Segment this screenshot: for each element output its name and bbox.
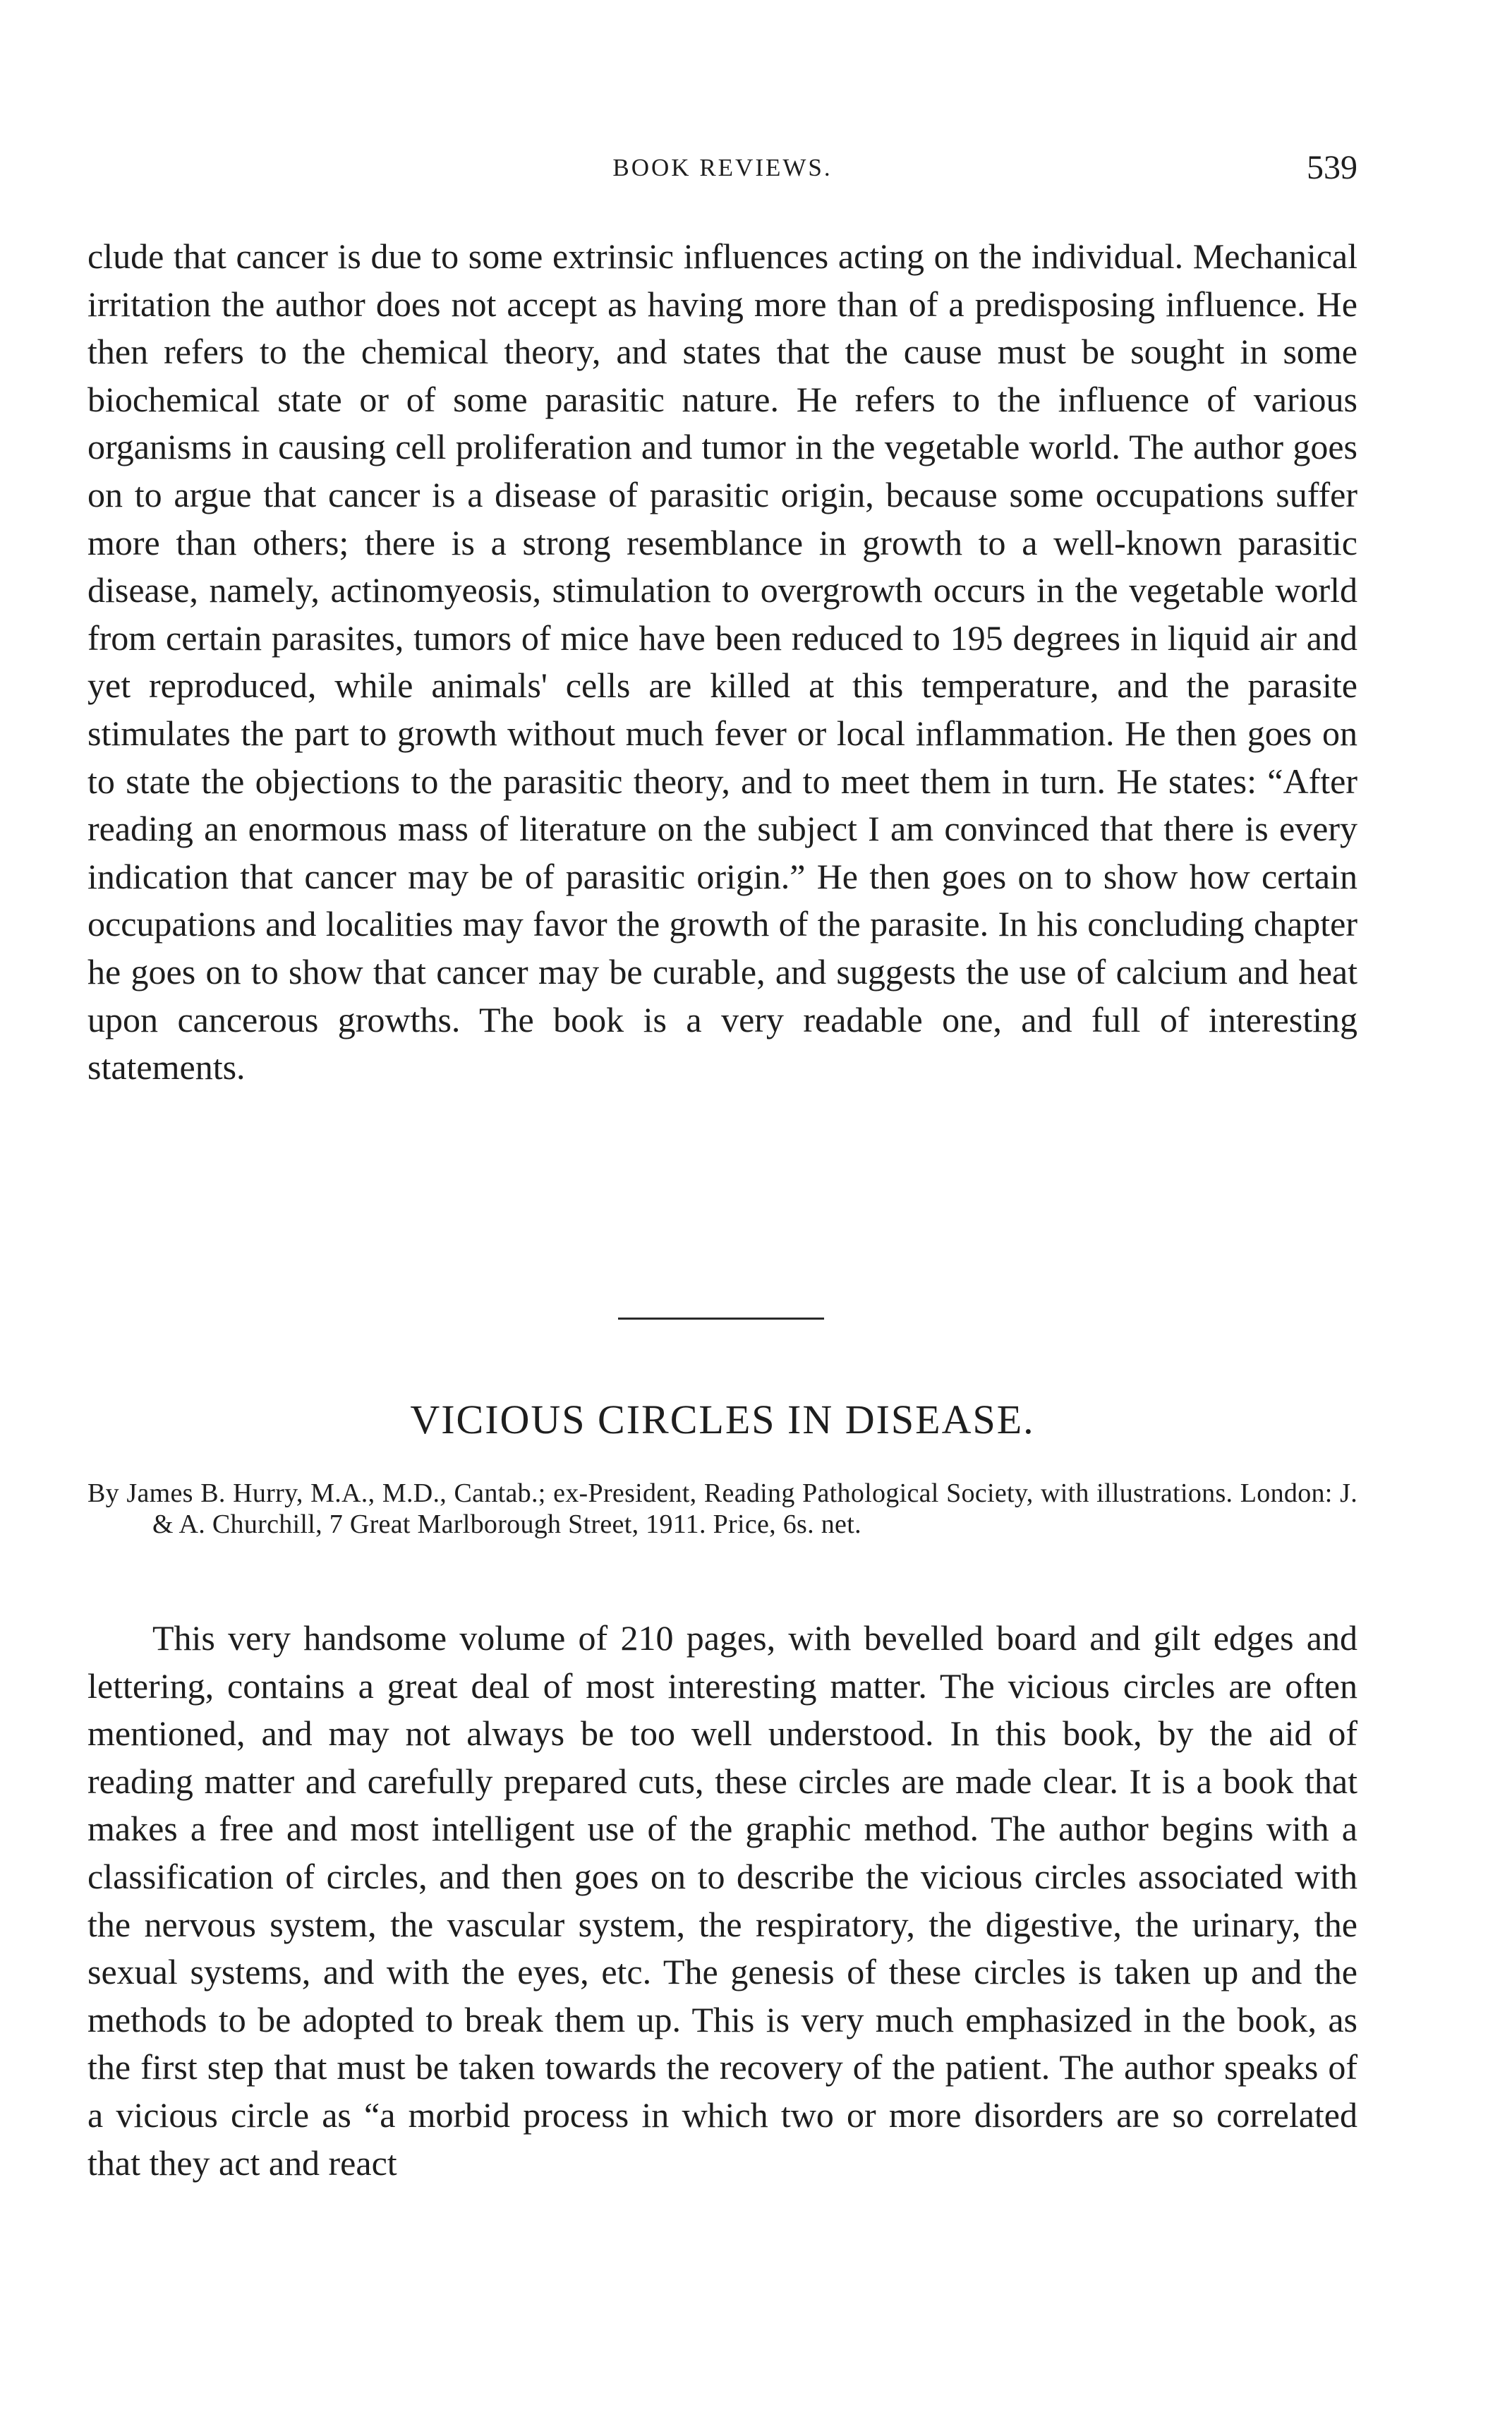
review-byline: By James B. Hurry, M.A., M.D., Cantab.; ex-President, Reading Pathological Society, with illustrations. London: J. & A. Churchill, 7 Great Marlborough Street, 1911. Price, 6s. net. bbox=[87, 1478, 1357, 1539]
running-head bbox=[87, 148, 1357, 191]
running-title: BOOK REVIEWS. bbox=[612, 154, 833, 181]
page-number: 539 bbox=[1307, 149, 1357, 186]
review-body-paragraph: This very handsome volume of 210 pages, with bevelled board and gilt edges and lettering, contains a great deal of most interesting matter. The vicious circles are often mentioned, and may not always be too well understood. In this book, by the aid of reading matter and carefully prepared cuts, these circles are made clear. It is a book that makes a free and most intelligent use of the graphic method. The author begins with a classification of circles, and then goes on to describe the vicious circles associated with the nervous system, the vascular system, the respiratory, the digestive, the urinary, the sexual systems, and with the eyes, etc. The genesis of these circles is taken up and the methods to be adopted to break them up. This is very much emphasized in the book, as the first step that must be taken towards the recovery of the patient. The author speaks of a vicious circle as “a morbid process in which two or more disorders are so correlated that they act and react bbox=[87, 1618, 1357, 2183]
section-divider bbox=[618, 1318, 824, 1320]
book-page bbox=[87, 0, 1357, 2429]
review-continuation-paragraph: clude that cancer is due to some extrinsic influences acting on the individual. Mechanical irritation the author does not accept as having more than of a predisposing influence. He then refers to the chemical theory, and states that the cause must be sought in some biochemical state or of some parasitic nature. He refers to the influence of various organisms in causing cell proliferation and tumor in the vegetable world. The author goes on to argue that cancer is a disease of parasitic origin, because some occupations suffer more than others; there is a strong resemblance in growth to a well-known parasitic disease, namely, actinomyeosis, stimulation to overgrowth occurs in the vegetable world from certain parasites, tumors of mice have been reduced to 195 degrees in liquid air and yet reproduced, while animals' cells are killed at this temperature, and the parasite stimulates the part to growth without much fever or local inflammation. He then goes on to state the objections to the parasitic theory, and to meet them in turn. He states: “After reading an enormous mass of literature on the subject I am convinced that there is every indication that cancer may be of parasitic origin.” He then goes on to show how certain occupations and localities may favor the growth of the parasite. In his concluding chapter he goes on to show that cancer may be curable, and suggests the use of calcium and heat upon cancerous growths. The book is a very readable one, and full of interesting statements. bbox=[87, 236, 1357, 1087]
review-title: VICIOUS CIRCLES IN DISEASE. bbox=[410, 1397, 1035, 1442]
